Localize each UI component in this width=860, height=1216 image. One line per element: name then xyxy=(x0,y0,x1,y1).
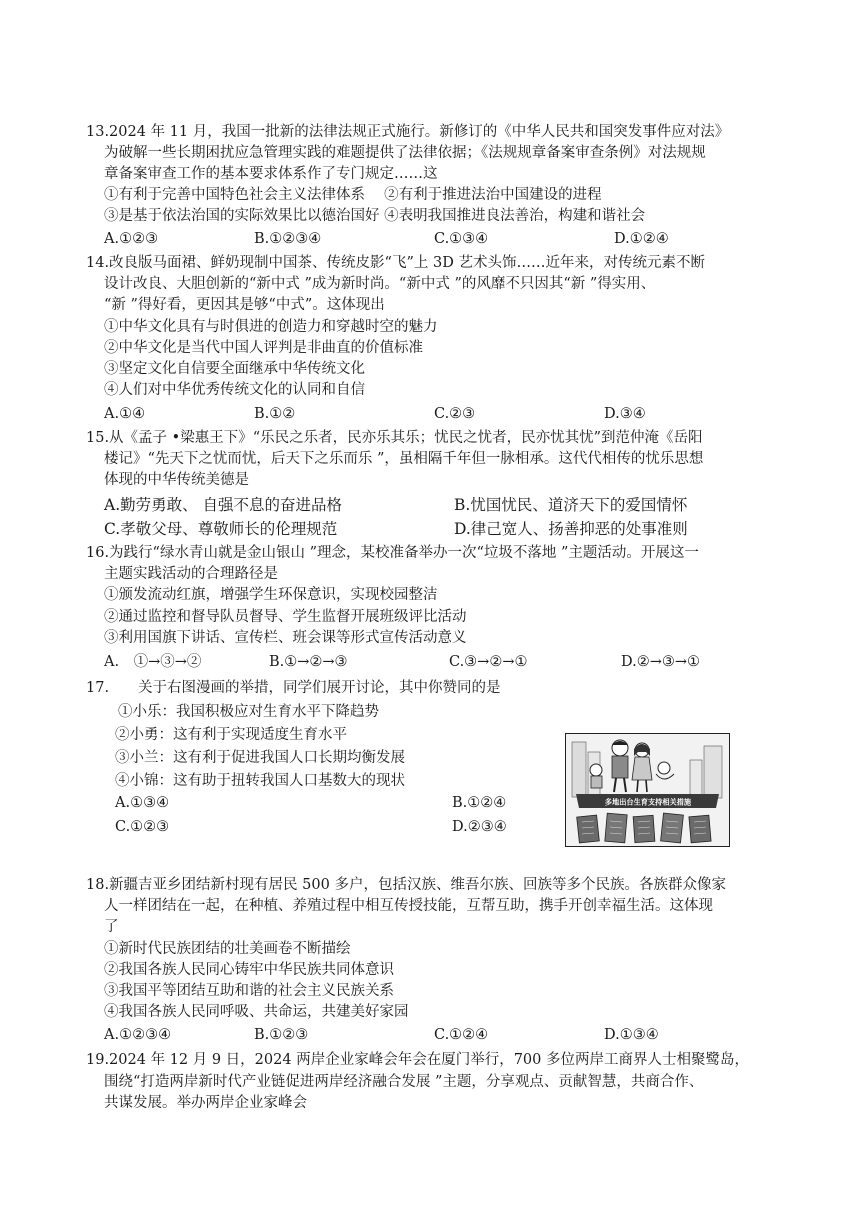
statement-option: ④小锦：这有助于扭转我国人口基数大的现状 xyxy=(115,773,405,789)
answer-choice-d[interactable]: D.①③④ xyxy=(604,1027,659,1043)
statement-option: ②小勇：这有利于实现适度生育水平 xyxy=(115,727,347,743)
question-stem: 19.2024 年 12 月 9 日，2024 两岸企业家峰会年会在厦门举行，700 多位两岸工商界人士相聚鹭岛， xyxy=(86,1052,749,1068)
question-stem: 设计改良、大胆创新的“新中式 ”成为新时尚。“新中式 ”的风靡不只因其“新 ”得实用、 xyxy=(104,276,656,292)
question-stem: 楼记》“先天下之忧而忧，后天下之乐而乐 ”，虽相隔千年但一脉相承。这代代相传的忧乐思想 xyxy=(104,451,704,467)
question-stem: 体现的中华传统美德是 xyxy=(104,472,249,488)
statement-option: ①小乐：我国积极应对生育水平下降趋势 xyxy=(118,704,379,720)
question-stem: 13.2024 年 11 月，我国一批新的法律法规正式施行。新修订的《中华人民共和国突发事件应对法》 xyxy=(86,124,730,140)
cartoon-drawing xyxy=(566,734,729,846)
answer-choice-b[interactable]: B.①②③④ xyxy=(254,231,322,247)
question-stem: 为破解一些长期困扰应急管理实践的难题提供了法律依据；《法规规章备案审查条例》对法规规 xyxy=(104,145,706,161)
statement-option: ①有利于完善中国特色社会主义法律体系 ②有利于推进法治中国建设的进程 xyxy=(104,187,602,203)
answer-choice-d[interactable]: D.②③④ xyxy=(452,819,507,835)
statement-option: ③是基于依法治国的实际效果比以德治国好 ④表明我国推进良法善治，构建和谐社会 xyxy=(104,208,646,224)
answer-choice-b[interactable]: B.①②③ xyxy=(254,1027,309,1043)
cartoon-illustration xyxy=(565,733,730,847)
answer-choice-a[interactable]: A.①④ xyxy=(104,406,146,422)
answer-choice-c[interactable]: C.③→②→① xyxy=(449,654,528,670)
answer-choice-b[interactable]: B.①② xyxy=(254,406,296,422)
question-stem: “新 ”得好看，更因其是够“中式”。这体现出 xyxy=(104,297,385,313)
statement-option: ②通过监控和督导队员督导、学生监督开展班级评比活动 xyxy=(104,609,467,625)
answer-choice-a[interactable]: A.①②③ xyxy=(104,231,159,247)
answer-choice-b[interactable]: B.①②④ xyxy=(452,795,507,811)
question-stem: 共谋发展。举办两岸企业家峰会 xyxy=(104,1095,307,1111)
answer-choice-d[interactable]: D.③④ xyxy=(604,406,646,422)
answer-choice-c[interactable]: C.①③④ xyxy=(434,231,489,247)
answer-choice-c[interactable]: C.①②③ xyxy=(115,819,170,835)
answer-choice-c[interactable]: C.②③ xyxy=(434,406,476,422)
answer-choice-b[interactable]: B.①→②→③ xyxy=(269,654,348,670)
statement-option: ①颁发流动红旗，增强学生环保意识，实现校园整洁 xyxy=(104,587,438,603)
cartoon-caption: 多地出台生育支持相关措施 xyxy=(604,797,692,807)
question-stem: 围绕“打造两岸新时代产业链促进两岸经济融合发展 ”主题，分享观点、贡献智慧，共商合作、 xyxy=(104,1074,704,1090)
question-stem: 章备案审查工作的基本要求体系作了专门规定……这 xyxy=(104,166,438,182)
question-stem: 15.从《孟子 •梁惠王下》“乐民之乐者，民亦乐其乐；忧民之忧者，民亦忧其忧”到范仲淹《岳阳 xyxy=(86,430,703,446)
statement-option: ②我国各族人民同心铸牢中华民族共同体意识 xyxy=(104,962,394,978)
statement-option: ①新时代民族团结的壮美画卷不断描绘 xyxy=(104,941,351,957)
question-stem: 17. 关于右图漫画的举措，同学们展开讨论，其中你赞同的是 xyxy=(86,680,501,696)
question-stem: 18.新疆吉亚乡团结新村现有居民 500 多户，包括汉族、维吾尔族、回族等多个民族。各族群众像家 xyxy=(86,877,726,893)
answer-choice-d[interactable]: D.律己宽人、扬善抑恶的处事准则 xyxy=(454,520,688,538)
statement-option: ③坚定文化自信要全面继承中华传统文化 xyxy=(104,361,365,377)
answer-choice-a[interactable]: A. ①→③→② xyxy=(104,654,202,670)
answer-choice-d[interactable]: D.①②④ xyxy=(614,231,669,247)
answer-choice-c[interactable]: C.孝敬父母、尊敬师长的伦理规范 xyxy=(104,520,338,538)
statement-option: ③我国平等团结互助和谐的社会主义民族关系 xyxy=(104,983,394,999)
question-stem: 了 xyxy=(104,919,119,935)
answer-choice-c[interactable]: C.①②④ xyxy=(434,1027,489,1043)
question-stem: 人一样团结在一起，在种植、养殖过程中相互传授技能，互帮互助，携手开创幸福生活。这体现 xyxy=(104,898,713,914)
answer-choice-a[interactable]: A.①③④ xyxy=(115,795,170,811)
question-stem: 14.改良版马面裙、鲜奶现制中国茶、传统皮影“飞”上 3D 艺术头饰……近年来，对传统元素不断 xyxy=(86,255,705,271)
answer-choice-d[interactable]: D.②→③→① xyxy=(621,654,701,670)
statement-option: ③小兰：这有利于促进我国人口长期均衡发展 xyxy=(115,750,405,766)
answer-choice-a[interactable]: A.①②③④ xyxy=(104,1027,172,1043)
question-stem: 16.为践行“绿水青山就是金山银山 ”理念，某校准备举办一次“垃圾不落地 ”主题活动。开展这一 xyxy=(86,545,699,561)
statement-option: ②中华文化是当代中国人评判是非曲直的价值标准 xyxy=(104,340,423,356)
answer-choice-b[interactable]: B.忧国忧民、道济天下的爱国情怀 xyxy=(454,496,688,514)
statement-option: ①中华文化具有与时俱进的创造力和穿越时空的魅力 xyxy=(104,319,438,335)
statement-option: ④人们对中华优秀传统文化的认同和自信 xyxy=(104,382,365,398)
statement-option: ③利用国旗下讲话、宣传栏、班会课等形式宣传活动意义 xyxy=(104,630,467,646)
question-stem: 主题实践活动的合理路径是 xyxy=(104,566,278,582)
answer-choice-a[interactable]: A.勤劳勇敢、 自强不息的奋进品格 xyxy=(104,496,343,514)
statement-option: ④我国各族人民同呼吸、共命运，共建美好家园 xyxy=(104,1004,409,1020)
